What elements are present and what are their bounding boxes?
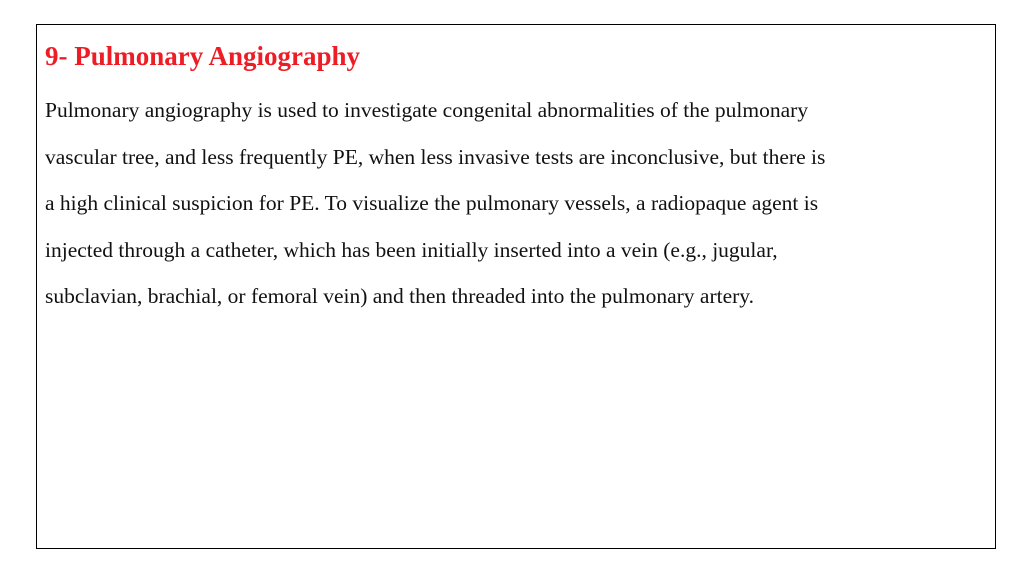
body-line: vascular tree, and less frequently PE, when less invasive tests are inconclusive, but there is — [45, 144, 826, 169]
body-line: injected through a catheter, which has been initially inserted into a vein (e.g., jugular, — [45, 237, 778, 262]
body-line: Pulmonary angiography is used to investigate congenital abnormalities of the pulmonary — [45, 98, 809, 122]
body-line: a high clinical suspicion for PE. To visualize the pulmonary vessels, a radiopaque agent is — [45, 191, 819, 215]
slide-title: 9- Pulmonary Angiography — [45, 41, 361, 71]
slide-body-paragraph — [45, 87, 985, 320]
body-line: subclavian, brachial, or femoral vein) and then threaded into the pulmonary artery. — [45, 284, 755, 308]
slide-frame — [36, 24, 996, 549]
